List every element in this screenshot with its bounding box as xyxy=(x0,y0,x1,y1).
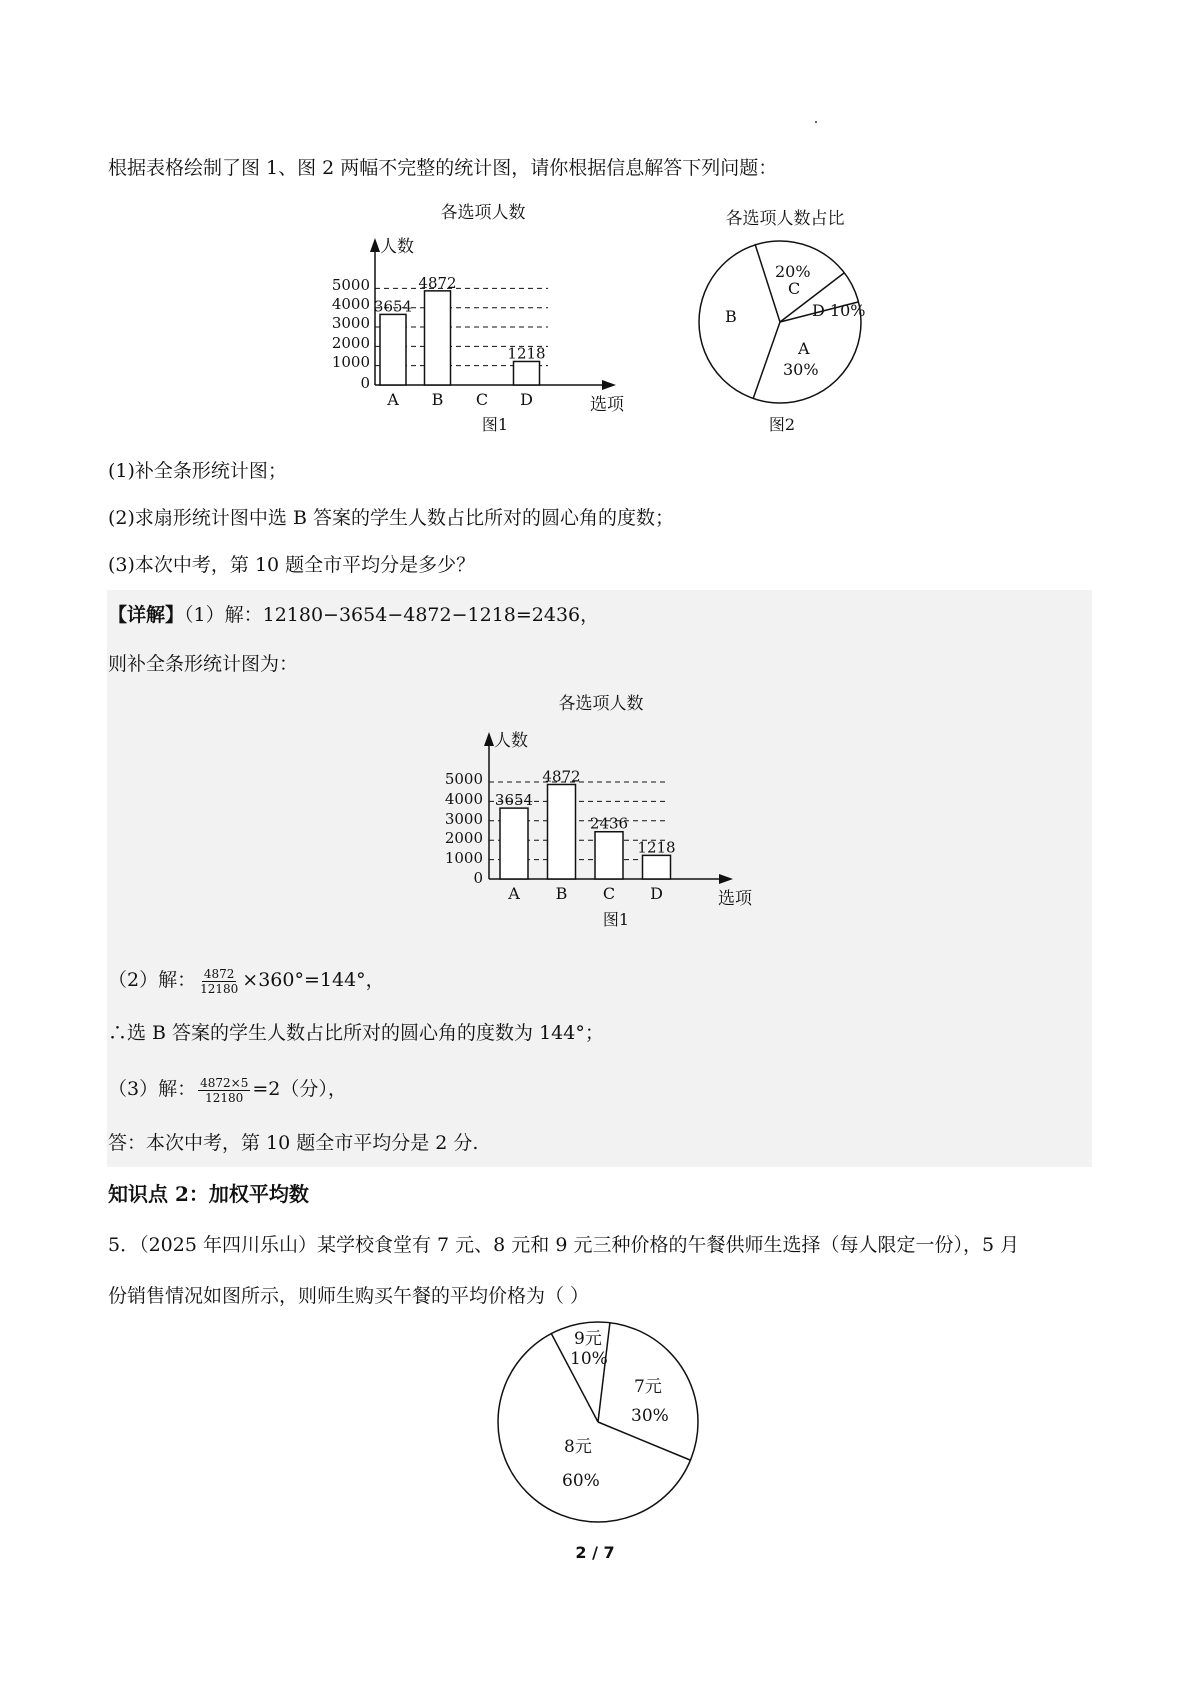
chart-title: 各选项人数 xyxy=(558,694,644,714)
bar-A xyxy=(380,314,406,385)
x-tick-label: C xyxy=(475,390,489,409)
x-tick-label: A xyxy=(508,884,520,903)
bar-C xyxy=(595,832,623,879)
pie-label-nine-pct: 10% xyxy=(570,1349,608,1369)
x-tick-label: B xyxy=(431,390,444,409)
chart-caption: 图1 xyxy=(481,415,509,434)
y-tick-label: 2000 xyxy=(444,829,483,847)
pie-chart-fig2 xyxy=(690,200,890,440)
y-tick-label: 4000 xyxy=(331,295,370,313)
fraction-numerator: 4872 xyxy=(203,966,235,981)
x-axis-label: 选项 xyxy=(590,395,624,415)
bar-chart-completed xyxy=(430,690,760,930)
fraction-numerator: 4872×5 xyxy=(200,1075,249,1090)
solution-line-1 xyxy=(108,602,599,628)
y-axis-label: 人数 xyxy=(380,237,414,257)
part-2-suffix: ×360°=144°， xyxy=(242,969,385,991)
pie-label-a-pct: 30% xyxy=(783,360,819,379)
y-tick-label: 2000 xyxy=(331,334,370,352)
question-2: (2)求扇形统计图中选 B 答案的学生人数占比所对的圆心角的度数； xyxy=(108,507,674,529)
chart-title: 各选项人数 xyxy=(440,203,526,223)
pie-label-seven: 7元 xyxy=(634,1377,662,1397)
y-tick-label: 5000 xyxy=(331,276,370,294)
x-tick-label: D xyxy=(650,884,663,903)
x-axis-arrow xyxy=(602,380,616,390)
fraction xyxy=(198,967,240,996)
scan-dot xyxy=(815,121,817,123)
y-tick-label: 4000 xyxy=(444,790,483,808)
pie-divider xyxy=(755,244,780,322)
question-3: (3)本次中考，第 10 题全市平均分是多少？ xyxy=(108,554,476,576)
solution-part-2 xyxy=(108,963,385,997)
fraction xyxy=(198,1076,250,1105)
x-axis-arrow xyxy=(719,874,733,884)
page-number: 2 / 7 xyxy=(575,1543,615,1562)
x-tick-label: B xyxy=(555,884,568,903)
y-tick-label: 0 xyxy=(473,869,483,887)
section-title: 知识点 2：加权平均数 xyxy=(108,1182,309,1206)
y-axis-arrow xyxy=(370,238,380,252)
y-tick-label: 0 xyxy=(360,374,370,392)
x-tick-label: C xyxy=(602,884,616,903)
bar-value-label: 1218 xyxy=(507,344,546,363)
bar-value-label: 3654 xyxy=(373,297,413,316)
pie-label-d: D 10% xyxy=(812,301,866,320)
y-axis-label: 人数 xyxy=(494,731,528,751)
bar-B xyxy=(425,291,451,385)
y-axis-arrow xyxy=(484,732,494,746)
pie-label-b: B xyxy=(725,307,737,326)
bar-D xyxy=(514,361,540,385)
pie-label-eight-pct: 60% xyxy=(562,1471,600,1491)
y-tick-label: 1000 xyxy=(444,849,483,867)
x-axis-label: 选项 xyxy=(718,889,752,909)
bar-value-label: 3654 xyxy=(494,791,534,810)
question-1: (1)补全条形统计图； xyxy=(108,460,287,482)
solution-head: 【详解】 xyxy=(108,604,185,626)
chart-caption: 图2 xyxy=(768,415,796,434)
pie-chart-lunch-prices xyxy=(490,1320,710,1530)
pie-label-c-pct: 20% xyxy=(775,262,811,281)
part-2-conclusion: ∴选 B 答案的学生人数占比所对的圆心角的度数为 144°； xyxy=(108,1022,604,1044)
pie-label-nine: 9元 xyxy=(574,1329,602,1349)
solution-part-3 xyxy=(108,1072,347,1106)
y-tick-label: 5000 xyxy=(444,770,483,788)
bar-value-label: 1218 xyxy=(637,838,676,857)
pie-label-c: C xyxy=(788,279,801,298)
fraction-denominator: 12180 xyxy=(200,981,239,996)
pie-label-eight: 8元 xyxy=(564,1437,592,1457)
y-tick-label: 1000 xyxy=(331,353,370,371)
bar-B xyxy=(548,784,576,879)
intro-text: 根据表格绘制了图 1、图 2 两幅不完整的统计图，请你根据信息解答下列问题： xyxy=(108,157,778,179)
part-3-prefix: （3）解： xyxy=(108,1078,197,1100)
fraction-denominator: 12180 xyxy=(205,1090,244,1105)
bar-A xyxy=(500,808,528,879)
y-tick-label: 3000 xyxy=(444,810,483,828)
solution-answer: 答：本次中考，第 10 题全市平均分是 2 分. xyxy=(108,1132,479,1154)
pie-divider xyxy=(598,1422,690,1460)
pie-label-seven-pct: 30% xyxy=(631,1406,669,1426)
part-3-suffix: =2（分）， xyxy=(252,1078,347,1100)
chart-caption: 图1 xyxy=(602,910,630,929)
question-5-line-1: 5．（2025 年四川乐山）某学校食堂有 7 元、8 元和 9 元三种价格的午餐供师生选择（每人限定一份），5 月 xyxy=(108,1234,1020,1256)
bar-D xyxy=(643,855,671,879)
y-tick-label: 3000 xyxy=(331,314,370,332)
solution-line-2: 则补全条形统计图为： xyxy=(108,653,299,675)
part-2-prefix: （2）解： xyxy=(108,969,197,991)
chart-title: 各选项人数占比 xyxy=(725,209,845,229)
x-tick-label: D xyxy=(520,390,533,409)
bar-value-label: 4872 xyxy=(542,767,581,786)
pie-divider xyxy=(753,322,780,399)
question-5-line-2: 份销售情况如图所示，则师生购买午餐的平均价格为（ ） xyxy=(108,1285,590,1307)
bar-value-label: 2436 xyxy=(589,814,629,833)
bar-chart-fig1 xyxy=(320,200,650,440)
bar-value-label: 4872 xyxy=(418,273,457,292)
x-tick-label: A xyxy=(387,390,399,409)
solution-text: （1）解：12180−3654−4872−1218=2436， xyxy=(184,604,600,626)
pie-label-a: A xyxy=(798,339,810,358)
